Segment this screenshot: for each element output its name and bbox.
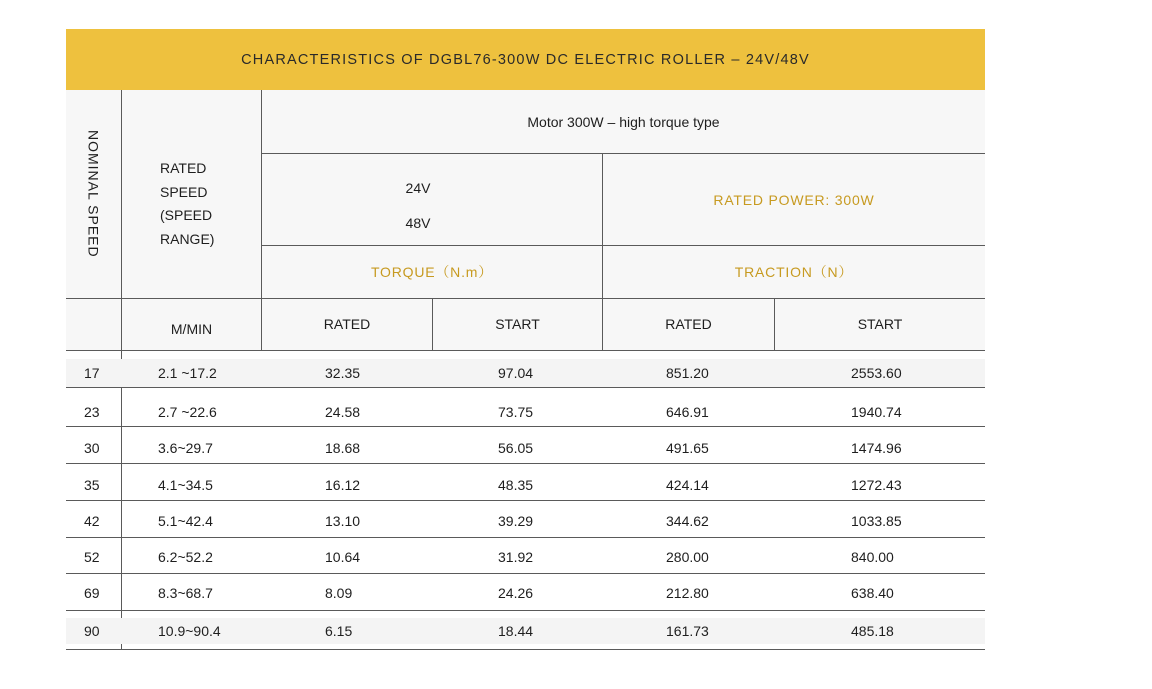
torque-start-cell: 73.75 [498,404,534,420]
range-cell: 3.6~29.7 [158,440,213,456]
torque-rated-cell: 24.58 [325,404,361,420]
voltage-48v: 48V [405,215,431,231]
traction-start-cell: 1272.43 [851,477,902,493]
torque-start-cell: 56.05 [498,440,534,456]
torque-rated-cell: 8.09 [325,585,353,601]
table-row [66,430,985,466]
divider [66,649,985,650]
torque-start-cell: 24.26 [498,585,534,601]
nominal-cell: 52 [84,549,100,565]
range-cell: 2.7 ~22.6 [158,404,217,420]
traction-rated-cell: 280.00 [666,549,709,565]
motor-header: Motor 300W – high torque type [527,113,720,130]
traction-rated-cell: 212.80 [666,585,709,601]
traction-rated-header: RATED [665,316,712,332]
table-row [66,467,985,503]
nominal-cell: 42 [84,513,100,529]
table-row [66,539,985,575]
rated-power-header: RATED POWER: 300W [713,191,875,208]
traction-start-cell: 1033.85 [851,513,902,529]
traction-start-cell: 2553.60 [851,365,902,381]
table-row [66,618,985,644]
traction-start-cell: 1940.74 [851,404,902,420]
torque-rated-cell: 10.64 [325,549,361,565]
table-title: CHARACTERISTICS OF DGBL76-300W DC ELECTRIC ROLLER – 24V/48V [66,29,985,90]
traction-header: TRACTION（N） [734,264,854,280]
traction-start-cell: 1474.96 [851,440,902,456]
traction-rated-cell: 646.91 [666,404,709,420]
table-row [66,575,985,611]
torque-header: TORQUE（N.m） [370,264,494,280]
torque-rated-header: RATED [323,316,371,332]
table-row [66,394,985,430]
nominal-cell: 30 [84,440,100,456]
torque-start-cell: 39.29 [498,513,534,529]
torque-start-header: START [495,316,540,332]
divider [66,500,985,501]
torque-start-cell: 48.35 [498,477,534,493]
divider [66,426,985,427]
range-cell: 6.2~52.2 [158,549,213,565]
torque-rated-cell: 13.10 [325,513,361,529]
traction-rated-cell: 424.14 [666,477,709,493]
nominal-cell: 90 [84,623,100,639]
range-cell: 2.1 ~17.2 [158,365,217,381]
table-row [66,359,985,387]
torque-start-cell: 97.04 [498,365,534,381]
torque-start-cell: 31.92 [498,549,534,565]
torque-rated-cell: 32.35 [325,365,361,381]
divider [66,610,985,611]
range-cell: 5.1~42.4 [158,513,213,529]
traction-start-cell: 485.18 [851,623,894,639]
rated-speed-header: RATED SPEED (SPEED RANGE) [160,160,215,247]
torque-rated-cell: 16.12 [325,477,361,493]
torque-rated-cell: 6.15 [325,623,353,639]
traction-rated-cell: 344.62 [666,513,709,529]
torque-start-cell: 18.44 [498,623,534,639]
divider [66,463,985,464]
traction-start-header: START [857,316,903,332]
table-row [66,503,985,539]
traction-start-cell: 840.00 [851,549,894,565]
nominal-cell: 23 [84,404,100,420]
traction-start-cell: 638.40 [851,585,894,601]
nominal-cell: 35 [84,477,100,493]
nominal-cell: 17 [84,365,100,381]
divider [66,387,985,388]
voltage-24v: 24V [405,180,431,196]
traction-rated-cell: 491.65 [666,440,709,456]
divider [66,537,985,538]
nominal-cell: 69 [84,585,100,601]
range-cell: 8.3~68.7 [158,585,213,601]
divider [66,573,985,574]
range-cell: 10.9~90.4 [158,623,221,639]
range-cell: 4.1~34.5 [158,477,213,493]
traction-rated-cell: 161.73 [666,623,709,639]
traction-rated-cell: 851.20 [666,365,709,381]
nominal-speed-header: NOMINAL SPEED [85,130,102,258]
torque-rated-cell: 18.68 [325,440,361,456]
unit-header: M/MIN [170,321,213,337]
